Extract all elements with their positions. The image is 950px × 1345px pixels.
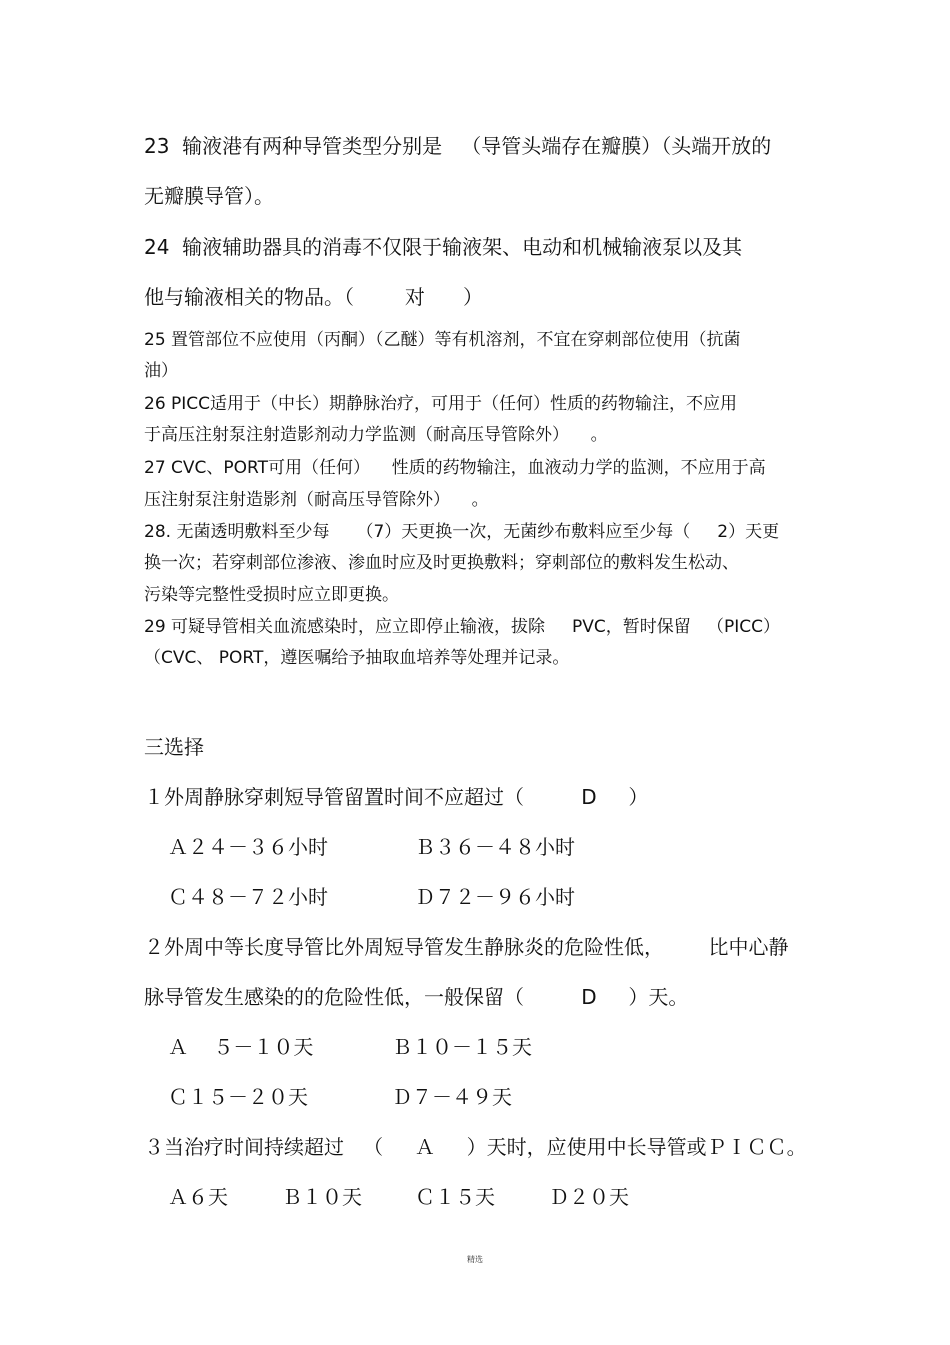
q25-line2: 油） bbox=[144, 361, 178, 381]
q28-line3: 污染等完整性受损时应立即更换。 bbox=[144, 585, 399, 605]
q29-line1: 29 可疑导管相关血流感染时，应立即停止输液，拔除 PVC，暂时保留 （PICC） bbox=[144, 617, 781, 637]
q26-line1: 26 PICC适用于（中长）期静脉治疗，可用于（任何）性质的药物输注，不应用 bbox=[144, 394, 738, 414]
q24-line1: 24 输液辅助器具的消毒不仅限于输液架、电动和机械输液泵以及其 bbox=[144, 235, 743, 259]
choice-q1-stem: １外周静脉穿刺短导管留置时间不应超过（ D ） bbox=[144, 785, 649, 809]
choice-q2-option-d: Ｄ７－４９天 bbox=[392, 1085, 512, 1109]
q25-line1: 25 置管部位不应使用（丙酮）（乙醚）等有机溶剂，不宜在穿刺部位使用（抗菌 bbox=[144, 330, 741, 350]
choice-q2-option-a: Ａ ５－１０天 bbox=[168, 1035, 314, 1059]
q27-line2: 压注射泵注射造影剂（耐高压导管除外） 。 bbox=[144, 490, 489, 510]
q28-line1: 28. 无菌透明敷料至少每 （7）天更换一次，无菌纱布敷料应至少每（ 2）天更 bbox=[144, 522, 780, 542]
q23-line2: 无瓣膜导管）。 bbox=[144, 184, 274, 208]
choice-q1-option-c: Ｃ４８－７２小时 bbox=[168, 885, 328, 909]
q26-line2: 于高压注射泵注射造影剂动力学监测（耐高压导管除外） 。 bbox=[144, 425, 608, 445]
choice-q2-option-b: Ｂ１０－１５天 bbox=[392, 1035, 532, 1059]
choice-q1-option-a: Ａ２４－３６小时 bbox=[168, 835, 328, 859]
choice-q2-line1: ２外周中等长度导管比外周短导管发生静脉炎的危险性低， 比中心静 bbox=[144, 935, 789, 959]
choice-q3-option-d: Ｄ２０天 bbox=[549, 1185, 629, 1209]
choice-q2-line2: 脉导管发生感染的的危险性低，一般保留（ D ）天。 bbox=[144, 985, 689, 1009]
page-footer: 精选 bbox=[467, 1255, 483, 1264]
choice-q3-option-b: Ｂ１０天 bbox=[282, 1185, 362, 1209]
choice-q1-option-d: Ｄ７２－９６小时 bbox=[415, 885, 575, 909]
q27-line1: 27 CVC、PORT可用（任何） 性质的药物输注，血液动力学的监测，不应用于高 bbox=[144, 458, 766, 478]
choice-q3-stem: ３当治疗时间持续超过 （ Ａ ）天时，应使用中长导管或ＰＩＣＣ。 bbox=[144, 1135, 807, 1159]
choice-q3-option-a: Ａ６天 bbox=[168, 1185, 228, 1209]
q28-line2: 换一次；若穿刺部位渗液、渗血时应及时更换敷料；穿刺部位的敷料发生松动、 bbox=[144, 553, 739, 573]
choice-q2-option-c: Ｃ１５－２０天 bbox=[168, 1085, 308, 1109]
section-title: 三选择 bbox=[144, 735, 204, 759]
q29-line2: （CVC、 PORT，遵医嘱给予抽取血培养等处理并记录。 bbox=[144, 648, 570, 668]
q23-line1: 23 输液港有两种导管类型分别是 （导管头端存在瓣膜）（头端开放的 bbox=[144, 134, 772, 158]
choice-q1-option-b: Ｂ３６－４８小时 bbox=[415, 835, 575, 859]
choice-q3-option-c: Ｃ１５天 bbox=[415, 1185, 495, 1209]
q24-line2: 他与输液相关的物品。（ 对 ） bbox=[144, 285, 484, 309]
